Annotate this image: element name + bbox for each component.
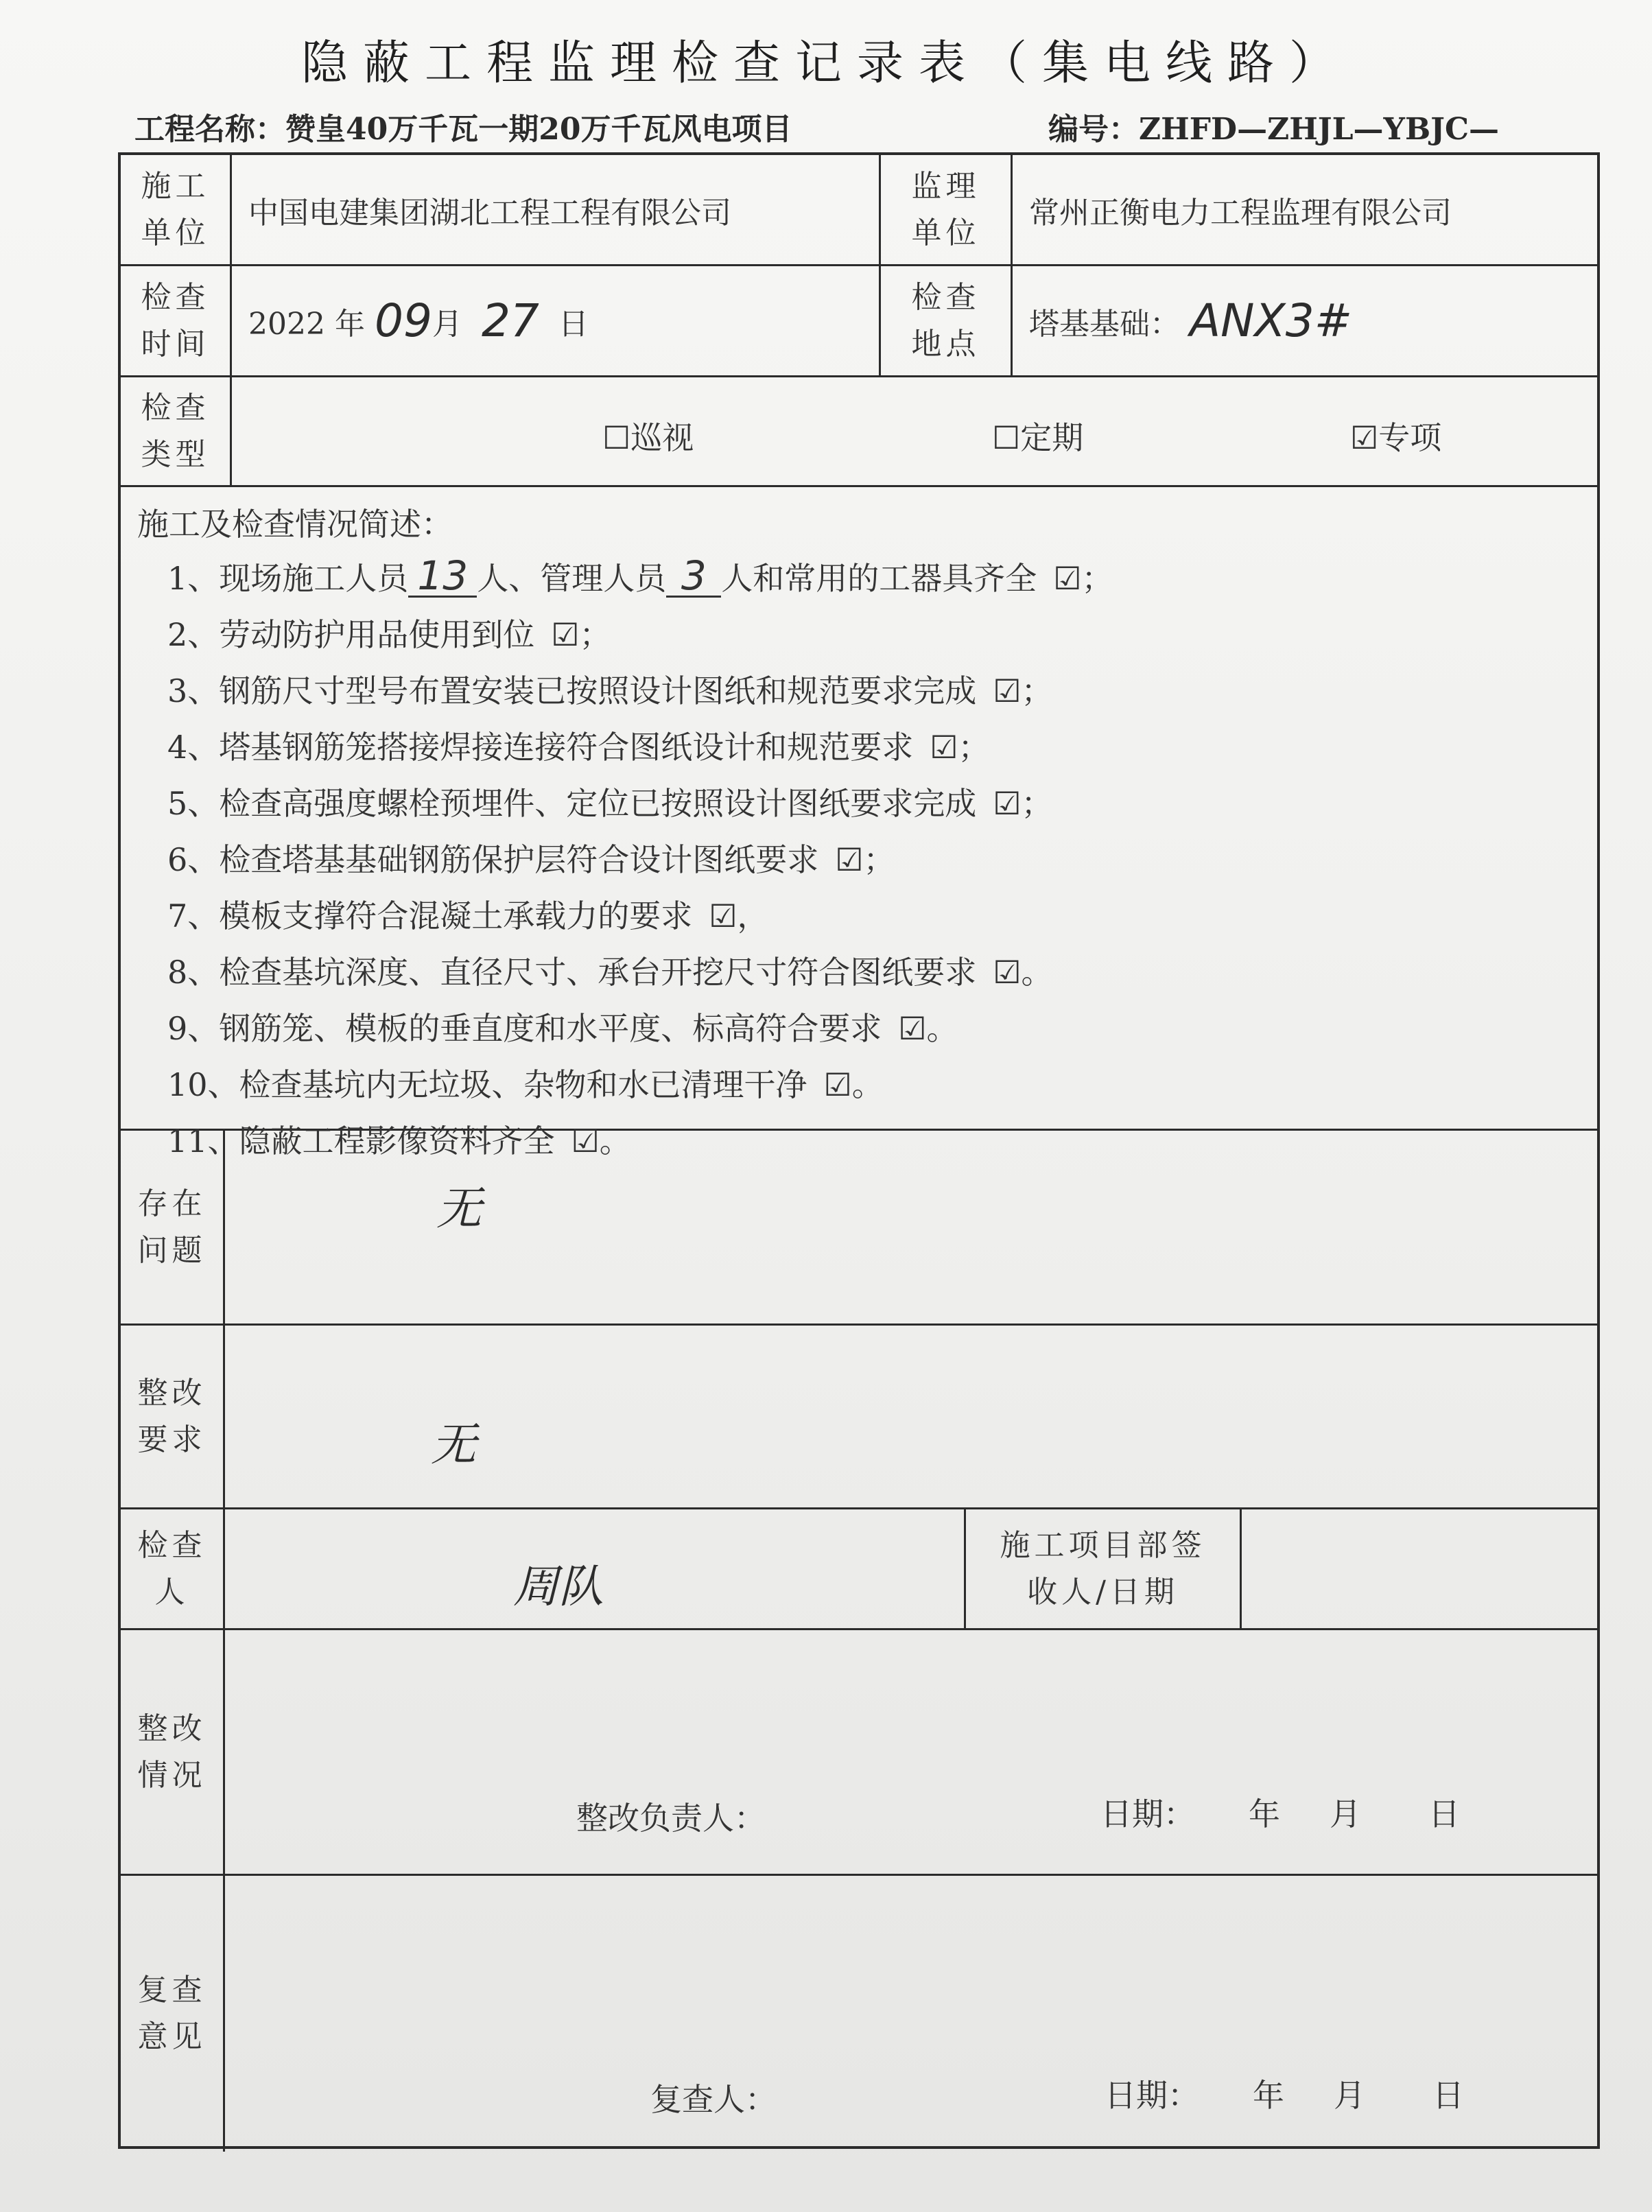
check-item-8-text: 8、检查基坑深度、直径尺寸、承台开挖尺寸符合图纸要求 — [167, 954, 977, 991]
check-item-6-text: 6、检查塔基基础钢筋保护层符合设计图纸要求 — [167, 841, 819, 878]
document-number-label: 编号： — [1048, 112, 1139, 147]
check-item-11-text: 11、隐蔽工程影像资料齐全 — [167, 1122, 555, 1160]
row-inspection-type — [121, 377, 1597, 487]
inspector-label: 检查 人 — [121, 1509, 225, 1628]
review-date-day: 日 — [1432, 2077, 1464, 2114]
check-item-1-text-c: 人和常用的工器具齐全 — [721, 560, 1037, 597]
check-item-7-mark: ☑， — [709, 897, 769, 934]
project-name-label: 工程名称： — [134, 112, 285, 147]
inspector-signature-cell — [225, 1509, 966, 1628]
construction-unit-label: 施工 单位 — [121, 155, 232, 264]
record-table — [118, 152, 1600, 2149]
date-month-label: 月 — [432, 306, 462, 342]
check-item-7 — [167, 888, 1597, 944]
rectify-date-month: 月 — [1330, 1796, 1361, 1833]
check-item-10 — [167, 1057, 1597, 1113]
row-units — [121, 155, 1597, 266]
check-item-4 — [167, 719, 1597, 775]
option-periodic-checkbox[interactable]: ☐ — [992, 419, 1021, 456]
managers-count-handwritten: 3 — [666, 556, 721, 598]
rectify-requirements-label: 整改 要求 — [121, 1326, 225, 1507]
project-name-value: 赞皇40万千瓦一期20万千瓦风电项目 — [285, 112, 792, 147]
option-patrol[interactable] — [602, 413, 694, 458]
review-label: 复查 意见 — [121, 1876, 225, 2152]
project-dept-receipt-value[interactable] — [1242, 1509, 1597, 1628]
inspection-time-label: 检查 时间 — [121, 266, 232, 375]
check-item-3-mark: ☑； — [993, 672, 1053, 709]
check-item-1-text-b: 人、管理人员 — [477, 560, 667, 597]
rectify-person-label: 整改负责人： — [576, 1800, 766, 1837]
date-day-label: 日 — [558, 306, 589, 342]
rectify-date-year: 年 — [1249, 1796, 1280, 1833]
inspection-location-label: 检查 地点 — [881, 266, 1013, 375]
inspection-date — [232, 266, 881, 375]
row-rectify-status — [121, 1630, 1597, 1876]
check-item-1-text-a: 1、现场施工人员 — [167, 560, 409, 597]
description-block — [121, 487, 1597, 1169]
row-rectify-requirements — [121, 1326, 1597, 1509]
row-inspector — [121, 1509, 1597, 1630]
row-issues — [121, 1131, 1597, 1326]
workers-count-handwritten: 13 — [408, 556, 477, 598]
option-special[interactable] — [1350, 413, 1441, 458]
check-item-9-text: 9、钢筋笼、模板的垂直度和水平度、标高符合要求 — [167, 1010, 882, 1047]
project-dept-receipt-label: 施工项目部签 收人/日期 — [966, 1509, 1242, 1628]
review-date-label: 日期： — [1105, 2077, 1199, 2114]
row-time-place — [121, 266, 1597, 377]
issues-label: 存在 问题 — [121, 1131, 225, 1323]
check-item-3-text: 3、钢筋尺寸型号布置安装已按照设计图纸和规范要求完成 — [167, 672, 977, 709]
inspection-type-options — [232, 377, 1597, 485]
construction-unit-value: 中国电建集团湖北工程工程有限公司 — [232, 155, 881, 264]
check-item-8-mark: ☑。 — [993, 954, 1053, 991]
option-special-checkbox[interactable]: ☑ — [1350, 419, 1379, 456]
inspector-signature: 周队 — [513, 1560, 604, 1613]
supervision-unit-value: 常州正衡电力工程监理有限公司 — [1029, 195, 1452, 231]
location-handwritten: ANX3# — [1190, 294, 1353, 347]
date-day-handwritten: 27 — [481, 294, 539, 347]
check-item-2-text: 2、劳动防护用品使用到位 — [167, 616, 535, 653]
check-item-4-text: 4、塔基钢筋笼搭接焊接连接符合图纸设计和规范要求 — [167, 729, 914, 766]
check-item-7-text: 7、模板支撑符合混凝土承载力的要求 — [167, 897, 693, 934]
document-number-value: ZHFD—ZHJL—YBJC— — [1139, 112, 1499, 147]
row-review — [121, 1876, 1597, 2152]
rectify-date-day: 日 — [1428, 1796, 1460, 1833]
inspection-type-label: 检查 类型 — [121, 377, 232, 485]
check-item-5 — [167, 775, 1597, 832]
check-item-11-mark: ☑。 — [571, 1122, 631, 1160]
document-title: 隐蔽工程监理检查记录表（集电线路） — [300, 36, 1351, 91]
check-item-8 — [167, 944, 1597, 1000]
issues-handwritten: 无 — [436, 1182, 482, 1235]
check-item-10-text: 10、检查基坑内无垃圾、杂物和水已清理干净 — [167, 1066, 807, 1103]
check-item-6 — [167, 832, 1597, 888]
project-name — [134, 104, 792, 148]
row-description — [121, 487, 1597, 1160]
review-date-year: 年 — [1253, 2077, 1284, 2114]
rectify-requirements-handwritten: 无 — [431, 1418, 476, 1471]
option-patrol-checkbox[interactable]: ☐ — [602, 419, 631, 456]
option-periodic[interactable] — [992, 413, 1083, 458]
inspection-location-value — [1013, 266, 1597, 375]
option-special-label: 专项 — [1378, 419, 1442, 456]
check-item-9-mark: ☑。 — [898, 1010, 958, 1047]
description-heading: 施工及检查情况简述： — [137, 506, 453, 543]
check-item-1 — [167, 550, 1597, 607]
check-item-3 — [167, 663, 1597, 719]
supervision-unit-label: 监理 单位 — [881, 155, 1013, 264]
check-item-2 — [167, 607, 1597, 663]
check-item-2-mark: ☑； — [551, 616, 611, 653]
check-item-10-mark: ☑。 — [823, 1066, 884, 1103]
rectify-date-label: 日期： — [1100, 1796, 1195, 1833]
review-date-month: 月 — [1334, 2077, 1365, 2114]
reviewer-label: 复查人： — [650, 2081, 777, 2118]
date-year: 2022 年 — [248, 306, 365, 342]
document-number — [1048, 104, 1499, 148]
location-label: 塔基基础： — [1029, 306, 1180, 342]
check-item-9 — [167, 1000, 1597, 1057]
check-item-4-mark: ☑； — [930, 729, 990, 766]
option-periodic-label: 定期 — [1020, 419, 1084, 456]
check-item-1-mark: ☑； — [1053, 560, 1113, 597]
date-month-handwritten: 09 — [374, 294, 432, 347]
option-patrol-label: 巡视 — [630, 419, 694, 456]
check-item-5-text: 5、检查高强度螺栓预埋件、定位已按照设计图纸要求完成 — [167, 785, 977, 822]
rectify-status-label: 整改 情况 — [121, 1630, 225, 1874]
check-item-5-mark: ☑； — [993, 785, 1053, 822]
check-item-6-mark: ☑； — [835, 841, 895, 878]
